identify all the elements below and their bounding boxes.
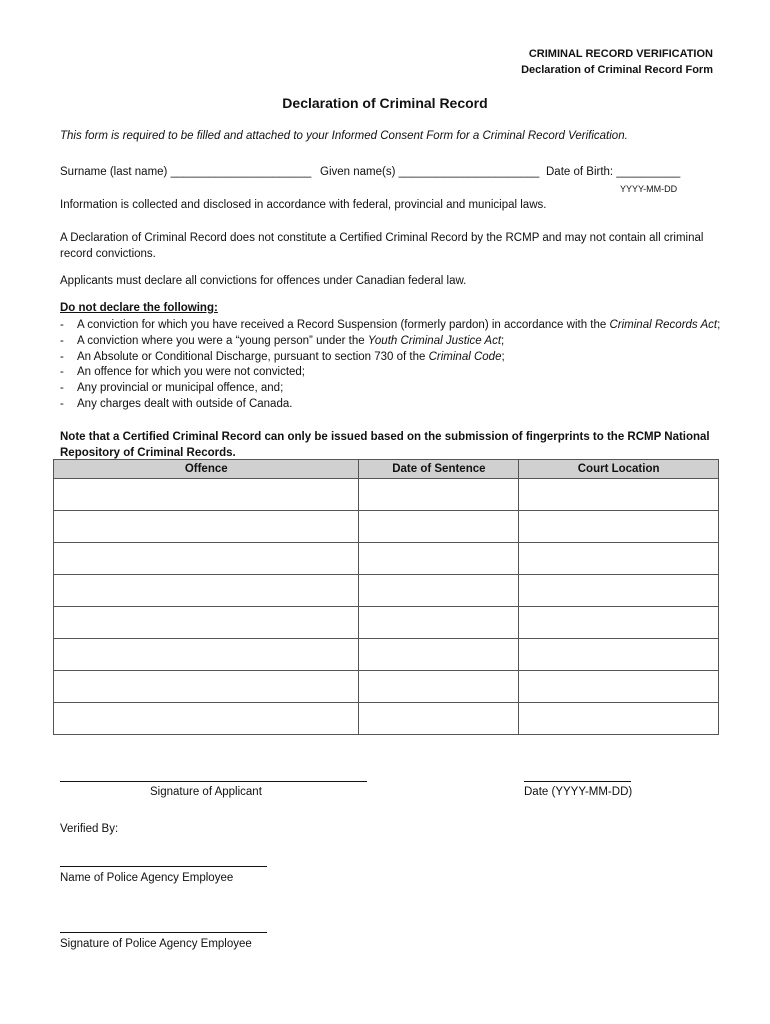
- offence-cell[interactable]: [54, 639, 359, 671]
- offence-cell[interactable]: [54, 575, 359, 607]
- court-location-cell[interactable]: [519, 479, 719, 511]
- do-not-declare-list: [60, 318, 720, 413]
- table-row: [54, 575, 719, 607]
- form-header-subtitle: Declaration of Criminal Record Form: [521, 64, 713, 76]
- list-item: - An offence for which you were not convicted;: [60, 366, 306, 379]
- collection-notice: Information is collected and disclosed in accordance with federal, provincial and municipal laws.: [60, 199, 547, 211]
- list-item: - A conviction where you were a “young person” under the Youth Criminal Justice Act;: [60, 334, 505, 347]
- court-location-cell[interactable]: [519, 703, 719, 735]
- employee-signature-line[interactable]: [60, 932, 267, 933]
- offence-cell[interactable]: [54, 607, 359, 639]
- intro-text: This form is required to be filled and attached to your Informed Consent Form for a Criminal Record Verification.: [60, 130, 628, 142]
- surname-field[interactable]: [60, 166, 311, 178]
- table-row: [54, 543, 719, 575]
- date-of-sentence-cell[interactable]: [359, 575, 519, 607]
- date-signature-line[interactable]: [524, 781, 631, 782]
- page-title: Declaration of Criminal Record: [282, 95, 488, 111]
- date-signature-label: Date (YYYY-MM-DD): [524, 786, 633, 798]
- court-location-cell[interactable]: [519, 639, 719, 671]
- fingerprint-note: Note that a Certified Criminal Record can only be issued based on the submission of fingerprints to the RCMP National Repository of Criminal Records.: [60, 431, 710, 459]
- applicant-signature-label: Signature of Applicant: [150, 786, 262, 798]
- given-name-label: Given name(s): [320, 166, 396, 178]
- table-header-row: [54, 460, 719, 479]
- column-header-offence: Offence: [54, 460, 359, 479]
- court-location-cell[interactable]: [519, 543, 719, 575]
- offence-cell[interactable]: [54, 671, 359, 703]
- offence-cell[interactable]: [54, 703, 359, 735]
- given-name-blank[interactable]: ______________________: [398, 166, 540, 178]
- do-not-declare-heading: Do not declare the following:: [60, 302, 218, 314]
- date-of-sentence-cell[interactable]: [359, 511, 519, 543]
- list-item: - Any provincial or municipal offence, and;: [60, 382, 284, 395]
- court-location-cell[interactable]: [519, 511, 719, 543]
- date-of-sentence-cell[interactable]: [359, 703, 519, 735]
- dob-blank[interactable]: __________: [616, 166, 681, 178]
- employee-name-line[interactable]: [60, 866, 267, 867]
- offence-cell[interactable]: [54, 543, 359, 575]
- table-row: [54, 639, 719, 671]
- court-location-cell[interactable]: [519, 575, 719, 607]
- date-of-sentence-cell[interactable]: [359, 607, 519, 639]
- employee-signature-label: Signature of Police Agency Employee: [60, 938, 252, 950]
- surname-label: Surname (last name): [60, 166, 168, 178]
- surname-blank[interactable]: ______________________: [170, 166, 312, 178]
- date-of-sentence-cell[interactable]: [359, 543, 519, 575]
- dob-field[interactable]: [546, 166, 680, 178]
- dob-label: Date of Birth:: [546, 166, 614, 178]
- table-row: [54, 511, 719, 543]
- dob-format-hint: YYYY-MM-DD: [620, 184, 678, 194]
- table-row: [54, 479, 719, 511]
- offence-table: [53, 459, 719, 735]
- form-header-title: CRIMINAL RECORD VERIFICATION: [528, 48, 713, 60]
- court-location-cell[interactable]: [519, 607, 719, 639]
- table-row: [54, 607, 719, 639]
- declare-instruction: Applicants must declare all convictions for offences under Canadian federal law.: [60, 275, 467, 287]
- list-item: - Any charges dealt with outside of Canada.: [60, 397, 293, 410]
- offence-cell[interactable]: [54, 479, 359, 511]
- employee-name-label: Name of Police Agency Employee: [60, 872, 234, 884]
- court-location-cell[interactable]: [519, 671, 719, 703]
- certified-record-notice: A Declaration of Criminal Record does not constitute a Certified Criminal Record by the RCMP and may not contain all criminal record convictions.: [60, 232, 704, 260]
- list-item: - A conviction for which you have received a Record Suspension (formerly pardon) in accordance with the Criminal Records Act;: [60, 319, 721, 331]
- column-header-date-of-sentence: Date of Sentence: [359, 460, 519, 479]
- column-header-court-location: Court Location: [519, 460, 719, 479]
- date-of-sentence-cell[interactable]: [359, 671, 519, 703]
- list-item: - An Absolute or Conditional Discharge, pursuant to section 730 of the Criminal Code;: [60, 350, 505, 363]
- applicant-signature-line[interactable]: [60, 781, 367, 782]
- table-row: [54, 671, 719, 703]
- offence-cell[interactable]: [54, 511, 359, 543]
- date-of-sentence-cell[interactable]: [359, 479, 519, 511]
- verified-by-label: Verified By:: [60, 823, 119, 835]
- date-of-sentence-cell[interactable]: [359, 639, 519, 671]
- table-row: [54, 703, 719, 735]
- given-name-field[interactable]: [320, 166, 539, 178]
